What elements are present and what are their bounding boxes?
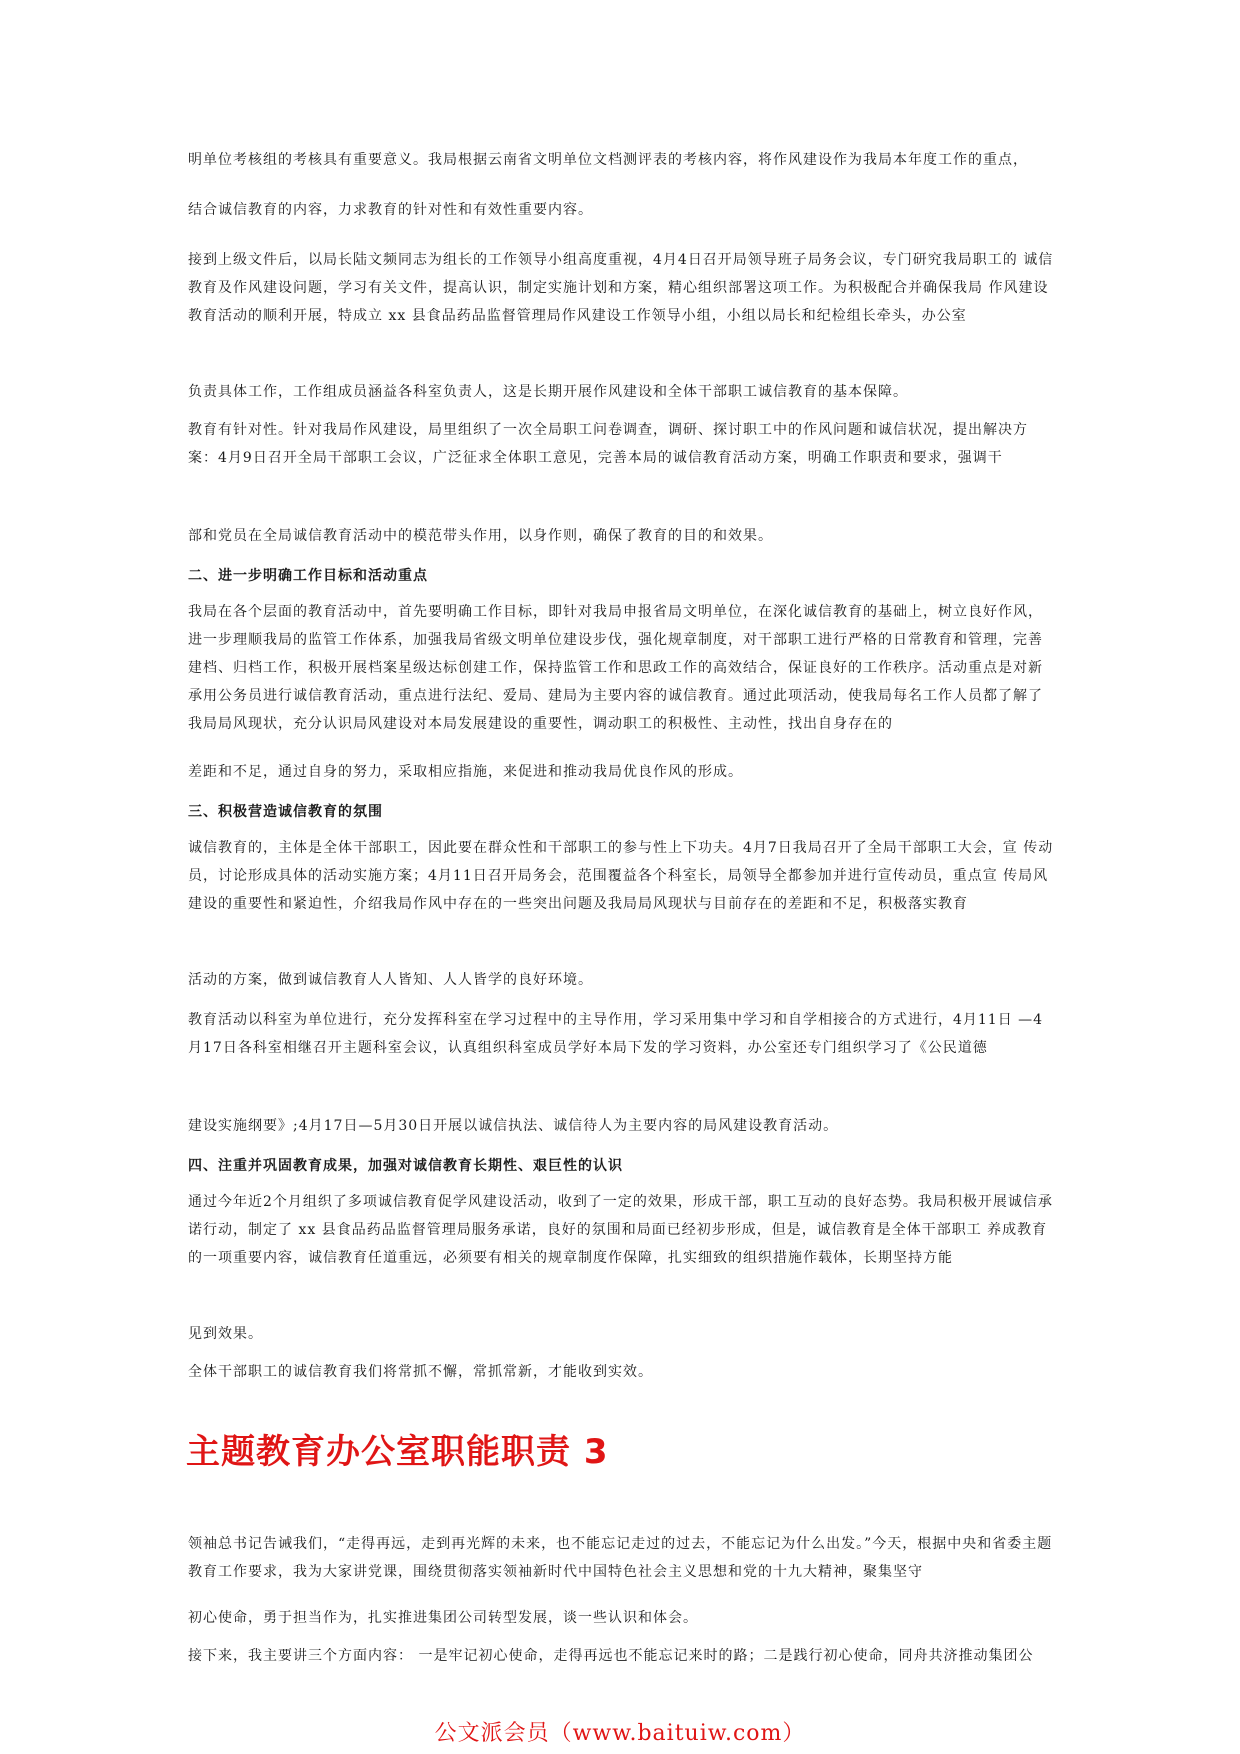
- paragraph: 初心使命，勇于担当作为，扎实推进集团公司转型发展，谈一些认识和体会。: [188, 1610, 698, 1626]
- paragraph: 见到效果。: [188, 1326, 263, 1342]
- paragraph: 活动的方案，做到诚信教育人人皆知、人人皆学的良好环境。: [188, 972, 593, 988]
- paragraph: 明单位考核组的考核具有重要意义。我局根据云南省文明单位文档测评表的考核内容，将作风建设作为我局本年度工作的重点，: [188, 152, 1028, 168]
- footer-watermark-link[interactable]: 公文派会员（www.baituiw.com）: [434, 1721, 806, 1746]
- paragraph: 教育有针对性。针对我局作风建设，局里组织了一次全局职工问卷调查，调研、探讨职工中的作风问题和诚信状况，提出解决方案：4月9日召开全局干部职工会议，广泛征求全体职工意见，完善本局的诚信教育活动方案，明确工作职责和要求，强调干: [188, 422, 1028, 466]
- paragraph: 我局在各个层面的教育活动中，首先要明确工作目标，即针对我局申报省局文明单位，在深化诚信教育的基础上，树立良好作风，进一步理顺我局的监管工作体系，加强我局省级文明单位建设步伐，强化规章制度，对干部职工进行严格的日常教育和管理，完善建档、归档工作，积极开展档案星级达标创建工作，保持监管工作和思政工作的高效结合，保证良好的工作秩序。活动重点是对新承用公务员进行诚信教育活动，重点进行法纪、爱局、建局为主要内容的诚信教育。通过此项活动，使我局每名工作人员都了解了我局局风现状，充分认识局风建设对本局发展建设的重要性，调动职工的积极性、主动性，找出自身存在的: [188, 604, 1043, 732]
- paragraph: 通过今年近2个月组织了多项诚信教育促学风建设活动，收到了一定的效果，形成干部，职工互动的良好态势。我局积极开展诚信承诺行动，制定了 xx 县食品药品监督管理局服务承诺，良好的氛围和局面已经初步形成，但是，诚信教育是全体干部职工 养成教育的一项重要内容，诚信教育任道重远，必须要有相关的规章制度作保障，扎实细致的组织措施作载体，长期坚持方能: [188, 1194, 1053, 1266]
- paragraph: 领袖总书记告诫我们，“走得再远，走到再光辉的未来，也不能忘记走过的过去，不能忘记为什么出发。”今天，根据中央和省委主题教育工作要求，我为大家讲党课，围绕贯彻落实领袖新时代中国特色社会主义思想和党的十九大精神，聚集坚守: [188, 1536, 1053, 1580]
- paragraph: 差距和不足，通过自身的努力，采取相应指施，来促进和推动我局优良作风的形成。: [188, 764, 743, 780]
- paragraph: 结合诚信教育的内容，力求教育的针对性和有效性重要内容。: [188, 202, 593, 218]
- paragraph: 部和党员在全局诚信教育活动中的模范带头作用，以身作则，确保了教育的目的和效果。: [188, 528, 773, 544]
- paragraph: 接到上级文件后，以局长陆文频同志为组长的工作领导小组高度重视，4月4日召开局领导班子局务会议，专门研究我局职工的 诚信教育及作风建设问题，学习有关文件，提高认识，制定实施计划和方案，精心组织部署这项工作。为积极配合并确保我局 作风建设教育活动的顺利开展，特成立 xx 县食品药品监督管理局作风建设工作领导小组，小组以局长和纪检组长牵头，办公室: [188, 252, 1054, 324]
- paragraph: 教育活动以科室为单位进行，充分发挥科室在学习过程中的主导作用，学习采用集中学习和自学相接合的方式进行，4月11日 —4月17日各科室相继召开主题科室会议，认真组织科室成员学好本局下发的学习资料，办公室还专门组织学习了《公民道德: [188, 1012, 1044, 1056]
- section-heading: 四、注重并巩固教育成果，加强对诚信教育长期性、艰巨性的认识: [188, 1158, 623, 1174]
- paragraph: 负责具体工作，工作组成员涵益各科室负责人，这是长期开展作风建设和全体干部职工诚信教育的基本保障。: [188, 384, 908, 400]
- paragraph: 建设实施纲要》;4月17日—5月30日开展以诚信执法、诚信待人为主要内容的局风建设教育活动。: [188, 1118, 839, 1134]
- section-heading: 二、进一步明确工作目标和活动重点: [188, 568, 428, 584]
- paragraph: 接下来，我主要讲三个方面内容： 一是牢记初心使命，走得再远也不能忘记来时的路；二是践行初心使命，同舟共济推动集团公: [188, 1648, 1034, 1664]
- document-title: 主题教育办公室职能职责 3: [186, 1432, 609, 1472]
- section-heading: 三、积极营造诚信教育的氛围: [188, 804, 383, 820]
- paragraph: 诚信教育的，主体是全体干部职工，因此要在群众性和干部职工的参与性上下功夫。4月7日我局召开了全局干部职工大会，宣 传动员，讨论形成具体的活动实施方案；4月11日召开局务会，范围覆益各个科室长，局领导全都参加并进行宣传动员，重点宣 传局风建设的重要性和紧迫性，介绍我局作风中存在的一些突出问题及我局局风现状与目前存在的差距和不足，积极落实教育: [188, 840, 1054, 912]
- paragraph: 全体干部职工的诚信教育我们将常抓不懈，常抓常新，才能收到实效。: [188, 1364, 653, 1380]
